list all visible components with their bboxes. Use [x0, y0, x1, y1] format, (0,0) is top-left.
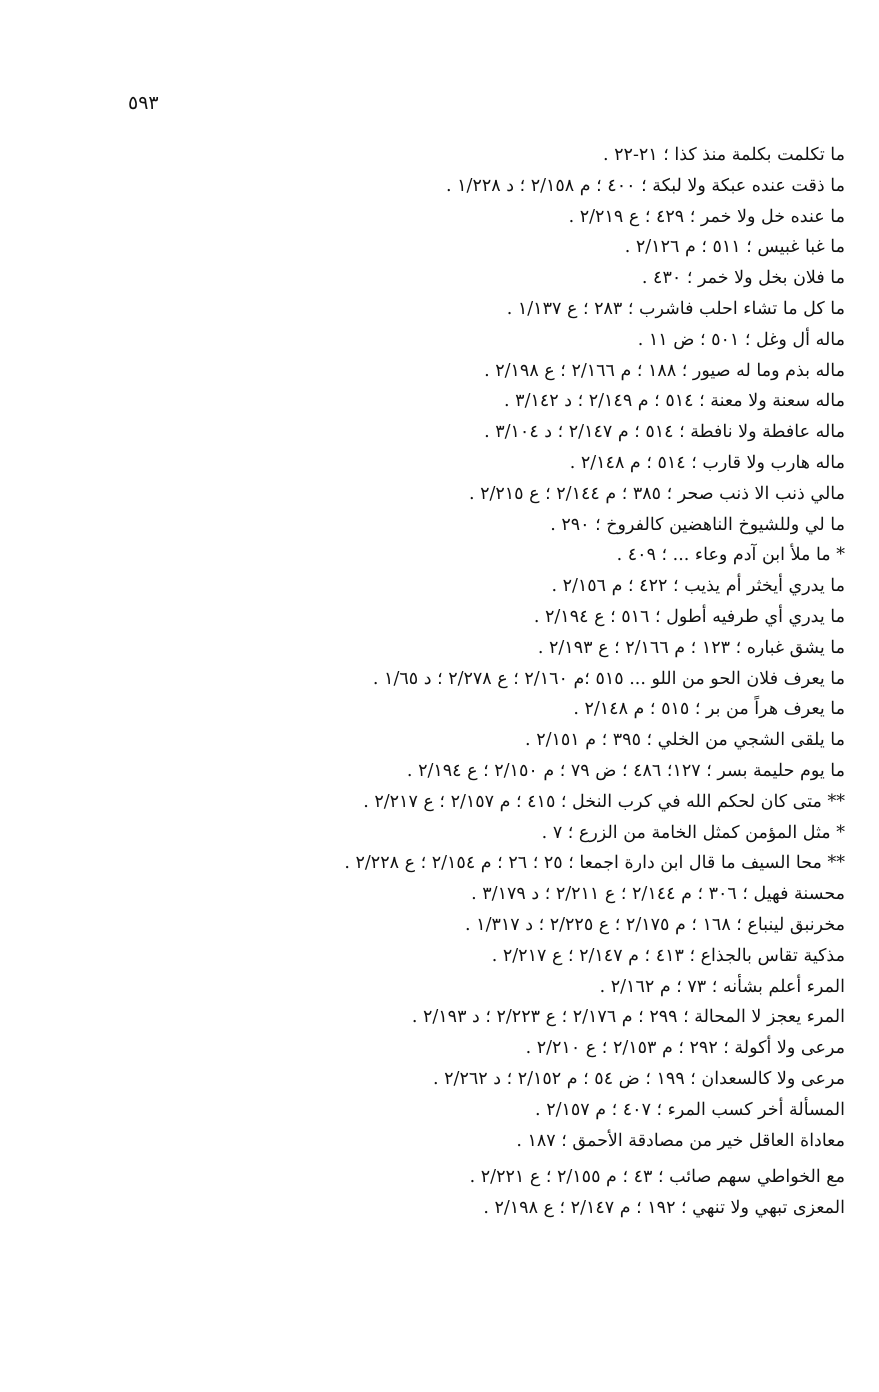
list-item: ** متى كان لحكم الله في كرب النخل ؛ ٤١٥ ؛ م ٢/١٥٧ ؛ ع ٢/٢١٧ .	[363, 791, 845, 812]
list-item: ** محا السيف ما قال ابن دارة اجمعا ؛ ٢٥ ؛ ٢٦ ؛ م ٢/١٥٤ ؛ ع ٢/٢٢٨ .	[344, 853, 845, 874]
list-item: ما يوم حليمة بسر ؛ ١٢٧؛ ٤٨٦ ؛ ض ٧٩ ؛ م ٢/١٥٠ ؛ ع ٢/١٩٤ .	[406, 760, 845, 781]
list-item: مرعى ولا أكولة ؛ ٢٩٢ ؛ م ٢/١٥٣ ؛ ع ٢/٢١٠ .	[525, 1038, 845, 1059]
list-item: المسألة أخر كسب المرء ؛ ٤٠٧ ؛ م ٢/١٥٧ .	[535, 1099, 845, 1120]
list-item: ما تكلمت بكلمة منذ كذا ؛ ٢١-٢٢ .	[602, 145, 845, 165]
list-item: محسنة فهيل ؛ ٣٠٦ ؛ م ٢/١٤٤ ؛ ع ٢/٢١١ ؛ د ٣/١٧٩ .	[471, 884, 845, 905]
list-item: ما غبا غبيس ؛ ٥١١ ؛ م ٢/١٢٦ .	[624, 237, 845, 258]
list-item: ماله عافطة ولا نافطة ؛ ٥١٤ ؛ م ٢/١٤٧ ؛ د ٣/١٠٤ .	[484, 422, 845, 443]
list-item: ما يلقى الشجي من الخلي ؛ ٣٩٥ ؛ م ٢/١٥١ .	[525, 730, 845, 751]
list-item: مرعى ولا كالسعدان ؛ ١٩٩ ؛ ض ٥٤ ؛ م ٢/١٥٢ ؛ د ٢/٢٦٢ .	[433, 1068, 845, 1089]
list-item: ما لي وللشيوخ الناهضين كالفروخ ؛ ٢٩٠ .	[550, 514, 845, 535]
list-item: المعزى تبهي ولا تنهي ؛ ١٩٢ ؛ م ٢/١٤٧ ؛ ع ٢/١٩٨ .	[483, 1198, 845, 1219]
list-item: ماله أل وغل ؛ ٥٠١ ؛ ض ١١ .	[637, 329, 845, 350]
list-item: المرء يعجز لا المحالة ؛ ٢٩٩ ؛ م ٢/١٧٦ ؛ ع ٢/٢٢٣ ؛ د ٢/١٩٣ .	[411, 1007, 845, 1028]
list-item: * مثل المؤمن كمثل الخامة من الزرع ؛ ٧ .	[541, 822, 845, 843]
page-number: ٥٩٣	[128, 92, 159, 114]
list-item: مالي ذنب الا ذنب صحر ؛ ٣٨٥ ؛ م ٢/١٤٤ ؛ ع ٢/٢١٥ .	[468, 483, 845, 504]
list-item: ماله هارب ولا قارب ؛ ٥١٤ ؛ م ٢/١٤٨ .	[569, 452, 845, 473]
list-item: ما ذقت عنده عبكة ولا لبكة ؛ ٤٠٠ ؛ م ٢/١٥٨ ؛ د ١/٢٢٨ .	[446, 175, 845, 196]
list-item: ماله سعنة ولا معنة ؛ ٥١٤ ؛ م ٢/١٤٩ ؛ د ٣/١٤٢ .	[504, 391, 845, 412]
list-item: مذكية تقاس بالجذاع ؛ ٤١٣ ؛ م ٢/١٤٧ ؛ ع ٢/٢١٧ .	[491, 945, 845, 966]
list-item: ما كل ما تشاء احلب فاشرب ؛ ٢٨٣ ؛ ع ١/١٣٧ .	[506, 298, 845, 319]
list-item: ما فلان بخل ولا خمر ؛ ٤٣٠ .	[641, 268, 845, 289]
list-item: ما يعرف هراً من بر ؛ ٥١٥ ؛ م ٢/١٤٨ .	[573, 699, 845, 720]
list-item: المرء أعلم بشأنه ؛ ٧٣ ؛ م ٢/١٦٢ .	[599, 976, 845, 997]
entry-list	[225, 140, 845, 1224]
list-item: ما يشق غباره ؛ ١٢٣ ؛ م ٢/١٦٦ ؛ ع ٢/١٩٣ .	[537, 637, 845, 658]
list-item: * ما ملأ ابن آدم وعاء ... ؛ ٤٠٩ .	[616, 545, 845, 566]
list-item: ما يعرف فلان الحو من اللو ... ٥١٥ ؛م ٢/١٦٠ ؛ ع ٢/٢٧٨ ؛ د ١/٦٥ .	[372, 668, 845, 689]
list-item: مخرنبق لينباع ؛ ١٦٨ ؛ م ٢/١٧٥ ؛ ع ٢/٢٢٥ ؛ د ١/٣١٧ .	[465, 914, 845, 935]
list-item: معاداة العاقل خير من مصادقة الأحمق ؛ ١٨٧ .	[516, 1130, 845, 1151]
list-item: ما عنده خل ولا خمر ؛ ٤٢٩ ؛ ع ٢/٢١٩ .	[568, 206, 845, 227]
list-item: ماله بذم وما له صيور ؛ ١٨٨ ؛ م ٢/١٦٦ ؛ ع ٢/١٩٨ .	[484, 360, 845, 381]
list-item: مع الخواطي سهم صائب ؛ ٤٣ ؛ م ٢/١٥٥ ؛ ع ٢/٢٢١ .	[469, 1167, 845, 1188]
list-item: ما يدري أي طرفيه أطول ؛ ٥١٦ ؛ ع ٢/١٩٤ .	[533, 606, 845, 627]
list-item: ما يدري أيخثر أم يذيب ؛ ٤٢٢ ؛ م ٢/١٥٦ .	[551, 576, 845, 597]
